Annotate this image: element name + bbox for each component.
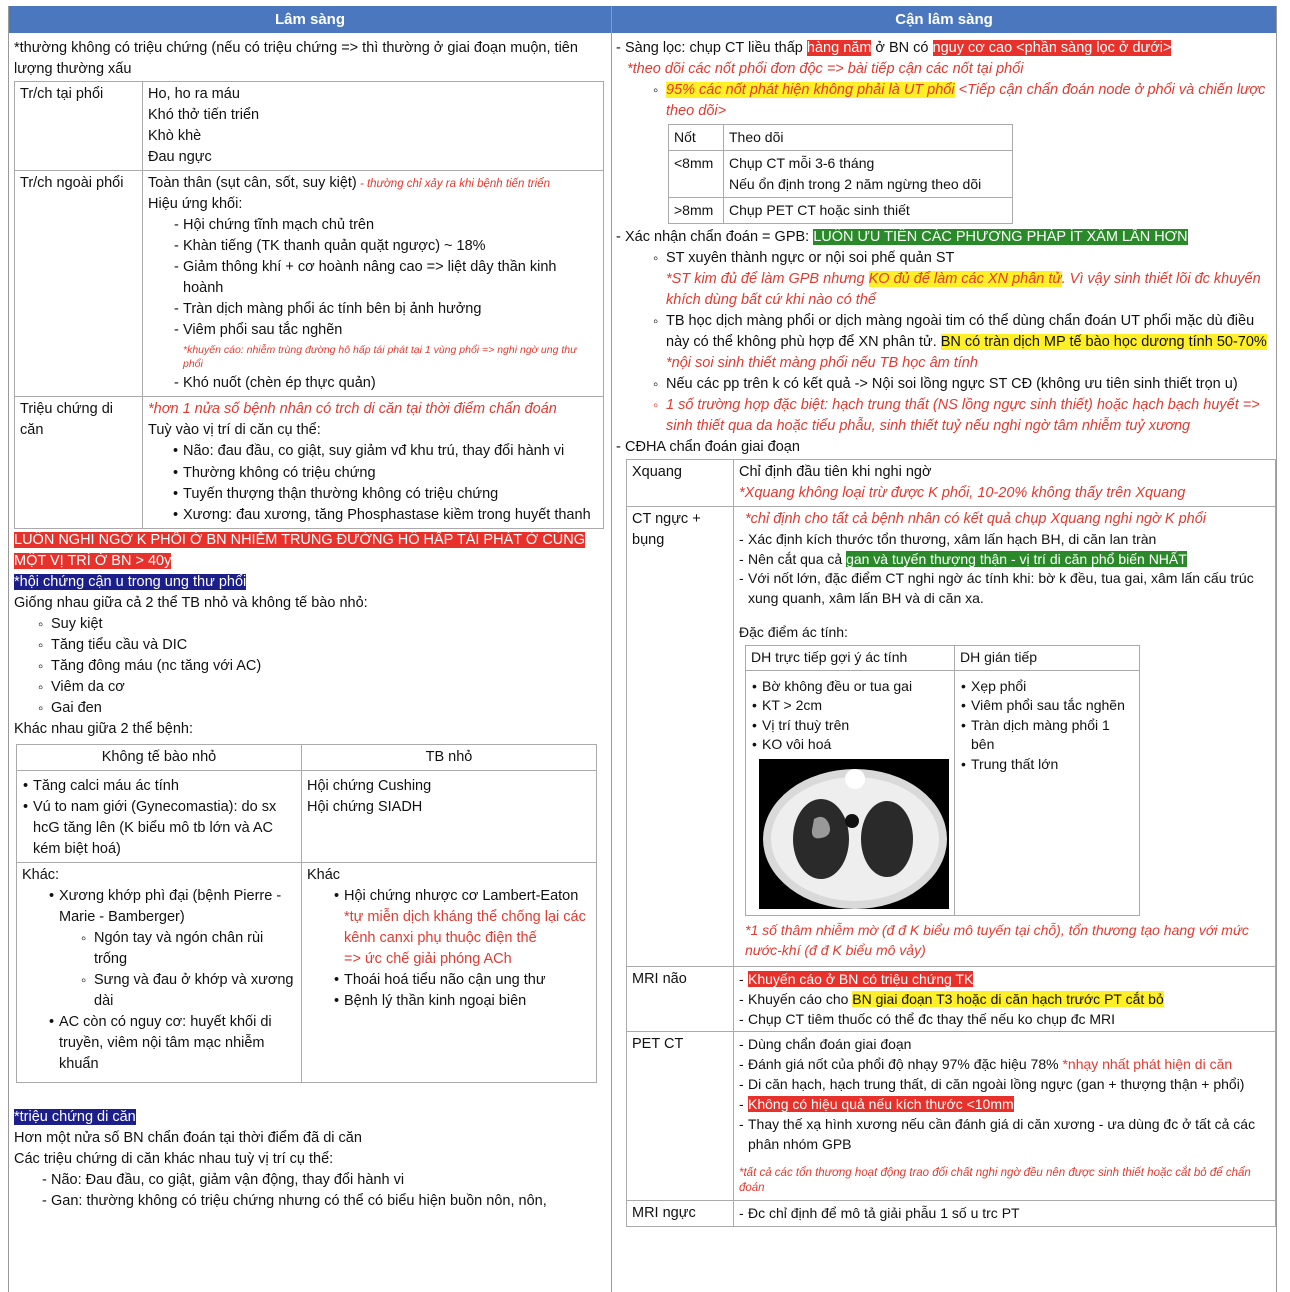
highlight: KO đủ để làm các XN phân tử — [868, 271, 1062, 287]
list-item — [739, 1054, 1270, 1074]
list-item — [739, 550, 1270, 570]
right-column — [611, 6, 1277, 1292]
cell: Nếu ổn định trong 2 năm ngừng theo dõi — [729, 176, 982, 192]
list-item: - Tràn dịch màng phổi ác tính bên bị ảnh hưởng — [174, 299, 598, 320]
small-note: *khuyến cáo: nhiễm trùng đường hô hấp tái phát tại 1 vùng phổi => nghi ngờ ung thư phổi — [183, 344, 577, 370]
col-header: DH trực tiếp gợi ý ác tính — [746, 646, 955, 671]
list-item: • KT > 2cm — [751, 696, 949, 716]
list-item: • Thoái hoá tiểu não cận ung thư — [333, 970, 591, 991]
label-pet-ct: PET CT — [627, 1031, 734, 1200]
list-item: Hội chứng SIADH — [307, 799, 423, 815]
list-item: ◦ Suy kiệt — [38, 614, 607, 635]
red-note: *1 số thâm nhiễm mờ (đ đ K biểu mô tuyến tại chỗ), tổn thương tạo hang với mức nước-khí (đ đ K biểu mô vảy) — [745, 921, 1249, 958]
diagnosis-item — [616, 227, 1272, 437]
list-item: ◦ Tăng đông máu (nc tăng với AC) — [38, 656, 607, 677]
label-metastasis: Triệu chứng di căn — [15, 397, 143, 529]
list-item: ◦ Nếu các pp trên k có kết quả -> Nội soi lồng ngực ST CĐ (không ưu tiên sinh thiết trọn u) — [653, 374, 1272, 395]
list-item: ◦ Viêm da cơ — [38, 677, 607, 698]
paraneoplastic-table — [16, 744, 597, 1083]
highlight: gan và tuyến thượng thận - vị trí di căn phổ biến NHẤT — [846, 550, 1187, 567]
list-item — [174, 320, 598, 371]
list-item — [653, 248, 1272, 311]
list-item: - Chụp CT tiêm thuốc có thể đc thay thế nếu ko chụp đc MRI — [739, 1009, 1270, 1029]
red-note: . Vì vậy sinh thiết lõi đc khuyến khích dùng bất cứ khi nào có thể — [666, 271, 1261, 308]
highlight: 95% các nốt phát hiện không phải là UT phổi — [666, 82, 955, 98]
highlight: Không có hiệu quả nếu kích thước <10mm — [748, 1095, 1014, 1112]
text: Sàng lọc: chụp CT liều thấp — [625, 40, 807, 56]
red-note: *ST kim đủ để làm GPB nhưng — [666, 271, 869, 287]
metastasis-text: Các triệu chứng di căn khác nhau tuỳ vị trí cụ thể: — [14, 1151, 334, 1167]
list-item-text: Xương khớp phì đại (bệnh Pierre - Marie - Bamberger) — [59, 888, 282, 925]
list-item: - Khàn tiếng (TK thanh quản quặt ngược) ~ 18% — [174, 236, 598, 257]
label-ct: CT ngực + bụng — [627, 507, 734, 967]
list-item: • Bờ không đều or tua gai — [751, 677, 949, 697]
list-item: - Giảm thông khí + cơ hoành nâng cao => liệt dây thần kinh hoành — [174, 257, 598, 299]
paraneoplastic-title: *hội chứng cận u trong ung thư phổi — [14, 574, 247, 590]
symptom-table — [14, 81, 604, 529]
list-item: - Di căn hạch, hạch trung thất, di căn ngoài lồng ngực (gan + thượng thận + phổi) — [739, 1074, 1270, 1094]
label-mri-chest: MRI ngực — [627, 1200, 734, 1226]
col-header: DH gián tiếp — [955, 646, 1140, 671]
list-item: Hội chứng Cushing — [307, 778, 432, 794]
similar-title: Giống nhau giữa cả 2 thể TB nhỏ và không tế bào nhỏ: — [14, 595, 368, 611]
text: Xác nhận chẩn đoán = GPB: — [625, 229, 814, 245]
red-note: *chỉ định cho tất cả bệnh nhân có kết quả chụp Xquang nghi ngờ K phổi — [745, 511, 1207, 527]
list-item: • Tràn dịch màng phổi 1 bên — [960, 716, 1134, 755]
diff-title: Khác nhau giữa 2 thể bệnh: — [14, 721, 194, 737]
warning-banner: LUÔN NGHI NGỜ K PHỔI Ở BN NHIỄM TRÙNG ĐƯỜNG HÔ HẤP TÁI PHÁT Ở CÙNG MỘT VỊ TRÍ Ở BN > 40y — [14, 532, 586, 569]
other-title: Khác — [307, 867, 341, 883]
right-header: Cận lâm sàng — [612, 6, 1276, 33]
left-header: Lâm sàng — [9, 6, 611, 33]
list-item-text: TB học dịch màng phổi or dịch màng ngoài tim có thể dùng chẩn đoán UT phổi mặc dù điều này có thể không phù hợp để XN phân tử. — [666, 313, 1255, 350]
highlight: Khuyến cáo ở BN có triệu chứng TK — [748, 970, 974, 987]
list-item — [333, 886, 591, 970]
list-item-text: ST xuyên thành ngực or nội soi phế quản ST — [666, 250, 955, 266]
list-item — [48, 886, 296, 1012]
col-header-nsclc: Không tế bào nhỏ — [17, 745, 302, 771]
systemic-symptoms: Toàn thân (sụt cân, sốt, suy kiệt) — [148, 175, 357, 191]
list-item: Khó thở tiến triển — [148, 107, 260, 123]
list-item: • Xương: đau xương, tăng Phosphastase kiềm trong huyết thanh — [172, 505, 598, 526]
highlight: BN giai đoạn T3 hoặc di căn hạch trước PT cắt bỏ — [852, 990, 1164, 1007]
other-title: Khác: — [22, 867, 60, 883]
list-item: ◦ Gai đen — [38, 698, 607, 719]
staging-title: - CĐHA chẩn đoán giai đoạn — [616, 437, 1272, 458]
red-note: *tất cả các tổn thương hoạt động trao đổi chất nghi ngờ đều nên được sinh thiết hoặc cắt bỏ để chẩn đoán — [739, 1166, 1251, 1194]
list-item: - Hội chứng tĩnh mạch chủ trên — [174, 215, 598, 236]
list-item: Khò khè — [148, 128, 202, 144]
list-item: - Đc chỉ định để mô tả giải phẫu 1 số u trc PT — [739, 1203, 1270, 1224]
list-item: • Xẹp phổi — [960, 677, 1134, 697]
metastasis-title: *triệu chứng di căn — [14, 1109, 136, 1125]
red-note: *hơn 1 nửa số bệnh nhân có trch di căn tại thời điểm chẩn đoán — [148, 401, 557, 417]
cell: <8mm — [669, 151, 724, 198]
list-item: - Thay thế xạ hình xương nếu cần đánh giá di căn xương - ưa dùng đc ở tất cả các phân nhóm GPB — [739, 1114, 1270, 1154]
list-item: - Não: Đau đầu, co giật, giảm vận động, thay đổi hành vi — [42, 1170, 607, 1191]
red-note: *nội soi sinh thiết màng phổi nếu TB học âm tính — [666, 355, 978, 371]
list-item-text: Hội chứng nhược cơ Lambert-Eaton — [344, 888, 579, 904]
highlight: BN có tràn dịch MP tế bào học dương tính 50-70% — [940, 334, 1267, 350]
list-item: - Khó nuốt (chèn ép thực quản) — [174, 373, 598, 394]
cell: Chỉ định đầu tiên khi nghi ngờ — [739, 464, 932, 480]
metastasis-text: Hơn một nửa số BN chẩn đoán tại thời điểm đã di căn — [14, 1130, 362, 1146]
highlight: hàng năm — [806, 40, 872, 56]
list-item: • Thường không có triệu chứng — [172, 463, 598, 484]
list-item-text: Viêm phổi sau tắc nghẽn — [183, 322, 343, 338]
list-item: • Vú to nam giới (Gynecomastia): do sx hcG tăng lên (K biểu mô tb lớn và AC kém biệt hoá) — [22, 797, 296, 860]
page — [8, 6, 1277, 1292]
list-item-text: Khuyến cáo cho — [748, 990, 853, 1007]
list-item — [653, 311, 1272, 374]
highlight: nguy cơ cao <phần sàng lọc ở dưới> — [932, 40, 1172, 56]
list-item — [739, 1094, 1270, 1114]
col-header-sclc: TB nhỏ — [302, 745, 597, 771]
note: - thường chỉ xảy ra khi bệnh tiến triển — [356, 178, 550, 190]
red-note: => ức chế giải phóng ACh — [344, 951, 512, 967]
mass-effect-title: Hiệu ứng khối: — [148, 196, 243, 212]
cell: >8mm — [669, 198, 724, 224]
list-item: • Viêm phổi sau tắc nghẽn — [960, 696, 1134, 716]
label-mri-brain: MRI não — [627, 966, 734, 1031]
text: ở BN có — [871, 40, 933, 56]
cell: Chụp PET CT hoặc sinh thiết — [724, 198, 1013, 224]
list-item: ◦ Tăng tiểu cầu và DIC — [38, 635, 607, 656]
highlight: LUÔN ƯU TIÊN CÁC PHƯƠNG PHÁP ÍT XÂM LẤN HƠN — [813, 229, 1188, 245]
cell: Chụp CT mỗi 3-6 tháng — [729, 155, 875, 171]
features-table — [745, 645, 1140, 916]
list-item — [739, 969, 1270, 989]
list-item: - Xác định kích thước tổn thương, xâm lấn hạch BH, di căn lan tràn — [739, 530, 1270, 550]
list-item: • Não: đau đầu, co giật, suy giảm vđ khu trú, thay đổi hành vi — [172, 441, 598, 462]
list-item: ◦ Ngón tay và ngón chân rùi trống — [81, 928, 296, 970]
list-item — [739, 989, 1270, 1009]
ct-scan-image — [759, 759, 949, 909]
nodule-table — [668, 124, 1013, 224]
list-item: • Tăng calci máu ác tính — [22, 776, 296, 797]
list-item: - Dùng chẩn đoán giai đoạn — [739, 1034, 1270, 1054]
left-column — [8, 6, 611, 1292]
list-item: • Trung thất lớn — [960, 755, 1134, 775]
intro-text: *thường không có triệu chứng (nếu có triệu chứng => thì thường ở giai đoạn muộn, tiên lượng thường xấu — [14, 40, 578, 77]
list-item: • KO vôi hoá — [751, 735, 949, 755]
list-item: • AC còn có nguy cơ: huyết khối di truyền, viêm nội tâm mạc nhiễm khuẩn — [48, 1012, 296, 1075]
red-note: *tự miễn dịch kháng thể chống lại các kênh canxi phụ thuộc điện thế — [344, 909, 586, 946]
metastasis-intro: Tuỳ vào vị trí di căn cụ thể: — [148, 422, 321, 438]
col-header: Theo dõi — [724, 125, 1013, 151]
list-item: ◦ Sưng và đau ở khớp và xương dài — [81, 970, 296, 1012]
label-extrapulmonary: Tr/ch ngoài phổi — [15, 171, 143, 397]
list-item: - Gan: thường không có triệu chứng nhưng có thể có biểu hiện buồn nôn, nôn, — [42, 1191, 607, 1212]
list-item: • Bệnh lý thần kinh ngoại biên — [333, 991, 591, 1012]
list-item-text: Nên cắt qua cả — [748, 550, 847, 567]
ct-scan-graphic — [759, 759, 949, 909]
list-item — [653, 80, 1272, 122]
label-xray: Xquang — [627, 460, 734, 507]
red-note: *Xquang không loại trừ được K phổi, 10-20% không thấy trên Xquang — [739, 485, 1186, 501]
label-lung-symptoms: Tr/ch tại phổi — [15, 82, 143, 171]
red-note: *nhạy nhất phát hiện di căn — [1062, 1055, 1233, 1072]
malignant-features-title: Đặc điểm ác tính: — [739, 624, 848, 640]
list-item: • Tuyến thượng thận thường không có triệu chứng — [172, 484, 598, 505]
red-note: <Tiếp cận chẩn đoán node ở phổi và chiến lược theo dõi> — [666, 82, 1266, 119]
list-item: Đau ngực — [148, 149, 212, 165]
imaging-table — [626, 459, 1276, 1227]
col-header: Nốt — [669, 125, 724, 151]
list-item: Ho, ho ra máu — [148, 86, 240, 102]
list-item-text: Đánh giá nốt của phổi độ nhạy 97% đặc hiệu 78% — [748, 1055, 1063, 1072]
list-item: • Vị trí thuỳ trên — [751, 716, 949, 736]
screening-item — [616, 38, 1272, 224]
list-item: ◦ 1 số trường hợp đặc biệt: hạch trung thất (NS lồng ngực sinh thiết) hoặc hạch bạch huyết => sinh thiết qua da hoặc tiểu phẫu, sinh thiết tuỷ nếu nghi ngờ tâm nhiễm tuỷ xương — [653, 395, 1272, 437]
red-note: *theo dõi các nốt phổi đơn độc => bài tiếp cận các nốt tại phổi — [627, 61, 1024, 77]
list-item: - Với nốt lớn, đặc điểm CT nghi ngờ ác tính khi: bờ k đều, tua gai, xâm lấn cấu trúc xung quanh, xâm lấn BH và di căn xa. — [739, 569, 1270, 608]
